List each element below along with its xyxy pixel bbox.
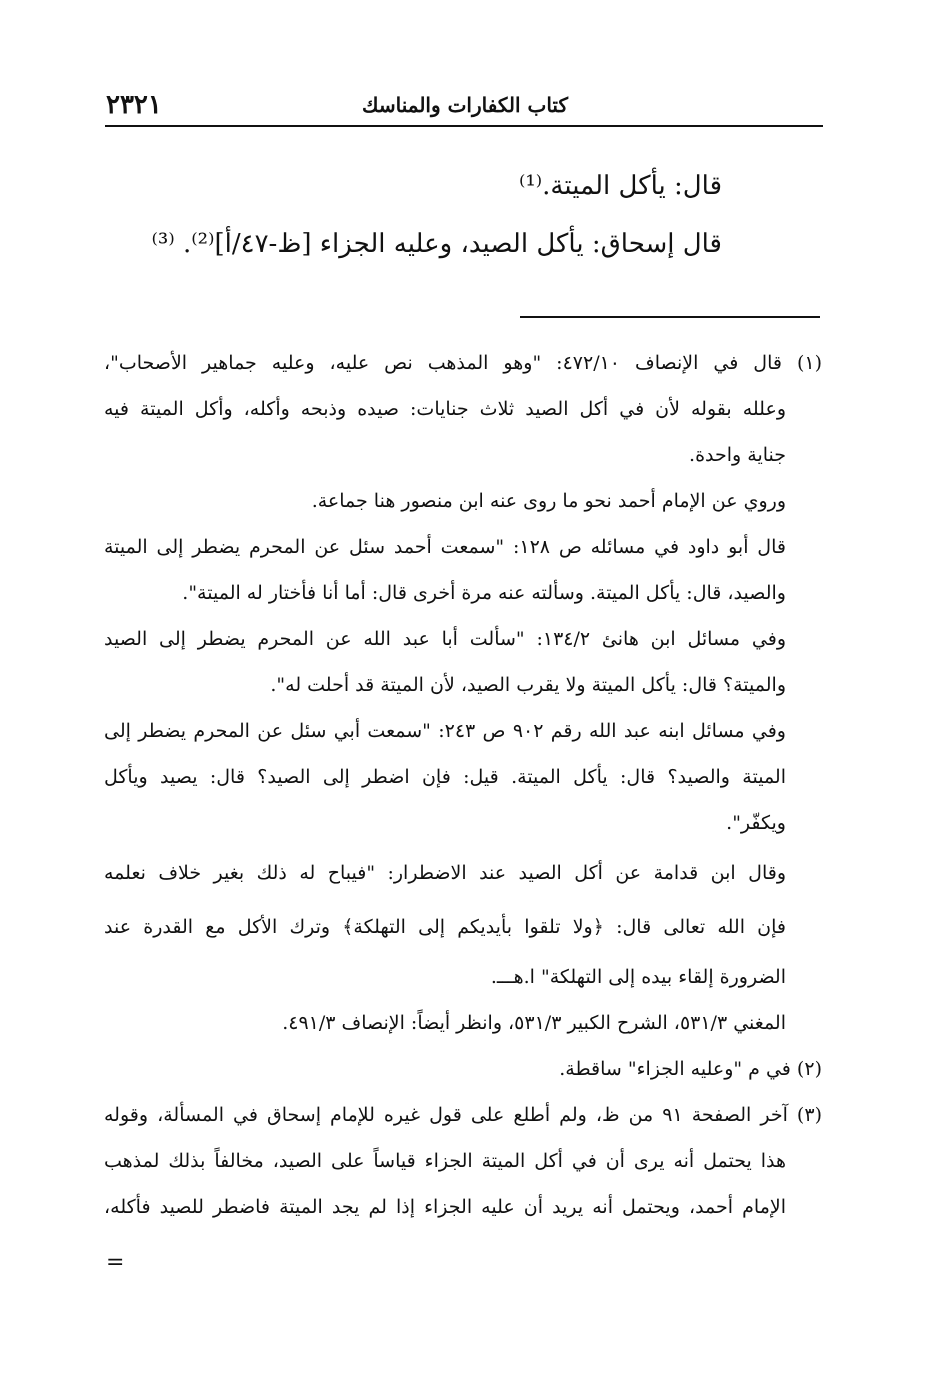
footnote-line: (١) قال في الإنصاف ٤٧٢/١٠: "وهو المذهب نص عليه، وعليه جماهير الأصحاب"، bbox=[104, 352, 822, 374]
footnote-line: وعلله بقوله لأن في أكل الصيد ثلاث جنايات: صيده وذبحه وأكله، وأكل الميتة فيه bbox=[104, 398, 786, 420]
footnote-line: ويكفّر". bbox=[726, 812, 786, 834]
footnotes bbox=[104, 340, 822, 1230]
footnote-line: المغني ٥٣١/٣، الشرح الكبير ٥٣١/٣، وانظر أيضاً: الإنصاف ٤٩١/٣. bbox=[282, 1012, 786, 1034]
running-title: كتاب الكفارات والمناسك bbox=[362, 93, 568, 117]
footnote-line: قال أبو داود في مسائله ص ١٢٨: "سمعت أحمد سئل عن المحرم يضطر إلى الميتة bbox=[104, 536, 786, 558]
footnote-line: وروي عن الإمام أحمد نحو ما روى عنه ابن منصور هنا جماعة. bbox=[311, 490, 786, 512]
footnote-line: جناية واحدة. bbox=[689, 444, 786, 466]
header-rule bbox=[105, 125, 823, 127]
page-number: ٢٣٢١ bbox=[106, 90, 162, 120]
footnote-line: هذا يحتمل أنه يرى أن في أكل الميتة الجزاء قياساً على الصيد، مخالفاً بذلك لمذهب bbox=[104, 1150, 786, 1172]
footnote-line: الضرورة إلقاء بيده إلى التهلكة" ا.هـــ. bbox=[490, 966, 786, 988]
continuation-mark: = bbox=[106, 1250, 125, 1275]
footnote-line: (٣) آخر الصفحة ٩١ من ظ، ولم أطلع على قول غيره للإمام إسحاق في المسألة، وقوله bbox=[104, 1104, 822, 1126]
main-text-line-2: قال إسحاق: يأكل الصيد، وعليه الجزاء [ظ-٤٧/أ]⁽²⁾. ⁽³⁾ bbox=[151, 229, 722, 259]
footnote-line: والميتة؟ قال: يأكل الميتة ولا يقرب الصيد، لأن الميتة قد أحلت له". bbox=[270, 674, 786, 696]
footnote-line: الإمام أحمد، ويحتمل أنه يريد أن عليه الجزاء إذا لم يجد الميتة فاضطر للصيد فأكله، bbox=[104, 1196, 786, 1218]
footnote-line: والصيد، قال: يأكل الميتة. وسألته عنه مرة أخرى قال: أما أنا فأختار له الميتة". bbox=[182, 582, 786, 604]
footnote-line: (٢) في م "وعليه الجزاء" ساقطة. bbox=[559, 1058, 822, 1080]
footnote-line: وفي مسائل ابن هانئ ١٣٤/٢: "سألت أبا عبد الله عن المحرم يضطر إلى الصيد bbox=[104, 628, 786, 650]
footnote-line: الميتة والصيد؟ قال: يأكل الميتة. قيل: فإن اضطر إلى الصيد؟ قال: يصيد ويأكل bbox=[104, 766, 786, 788]
footnote-line: فإن الله تعالى قال: ﴿ولا تلقوا بأيديكم إلى التهلكة﴾ وترك الأكل مع القدرة عند bbox=[104, 916, 786, 938]
main-text-line-1: قال: يأكل الميتة.⁽¹⁾ bbox=[518, 171, 722, 201]
footnote-line: وفي مسائل ابنه عبد الله رقم ٩٠٢ ص ٢٤٣: "سمعت أبي سئل عن المحرم يضطر إلى bbox=[104, 720, 786, 742]
footnote-separator bbox=[520, 316, 820, 318]
footnote-line: وقال ابن قدامة عن أكل الصيد عند الاضطرار: "فيباح له ذلك بغير خلاف نعلمه bbox=[104, 862, 786, 884]
